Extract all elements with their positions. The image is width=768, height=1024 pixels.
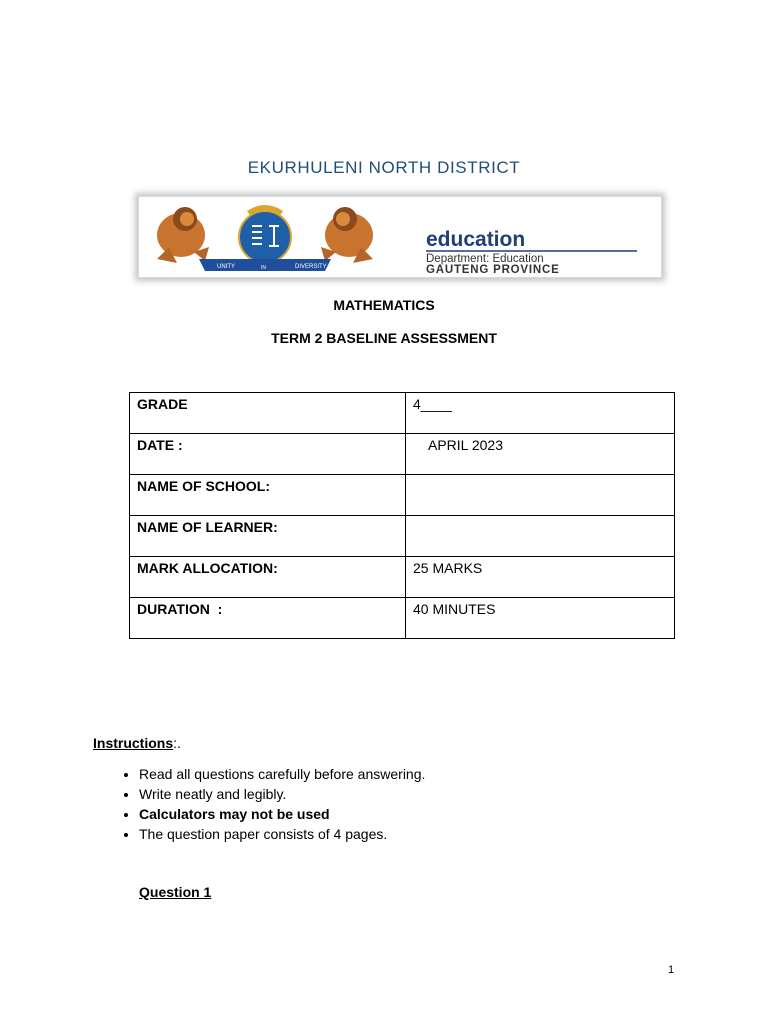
logo-brand-text: education	[426, 228, 526, 251]
logo-department-text: Department: Education	[426, 253, 544, 265]
left-lion-icon	[157, 207, 209, 263]
mark-allocation-value: 25 MARKS	[406, 557, 675, 598]
table-row	[130, 598, 675, 639]
table-row	[130, 475, 675, 516]
table-row	[130, 393, 675, 434]
right-lion-icon	[321, 207, 373, 263]
learner-name-value	[406, 516, 675, 557]
coat-of-arms-shield-icon	[239, 211, 291, 263]
school-name-label: NAME OF SCHOOL:	[130, 475, 406, 516]
school-name-value	[406, 475, 675, 516]
list-item: • The question paper consists of 4 pages.	[139, 824, 425, 844]
department-logo-banner	[138, 196, 662, 278]
list-item: • Read all questions carefully before answering.	[139, 764, 425, 784]
logo-province-text: GAUTENG PROVINCE	[426, 264, 560, 276]
assessment-title: TERM 2 BASELINE ASSESSMENT	[271, 330, 497, 346]
list-item: • Write neatly and legibly.	[139, 784, 425, 804]
motto-left: UNITY	[217, 264, 235, 270]
table-row	[130, 516, 675, 557]
table-row	[130, 434, 675, 475]
instructions-list	[93, 764, 425, 844]
motto-center: IN	[261, 265, 266, 271]
learner-name-label: NAME OF LEARNER:	[130, 516, 406, 557]
duration-label: DURATION :	[130, 598, 406, 639]
instructions-heading-suffix: :.	[173, 735, 181, 751]
date-label: DATE :	[130, 434, 406, 475]
date-value: APRIL 2023	[406, 434, 675, 475]
mark-allocation-label: MARK ALLOCATION:	[130, 557, 406, 598]
duration-value: 40 MINUTES	[406, 598, 675, 639]
district-title: EKURHULENI NORTH DISTRICT	[247, 158, 521, 177]
motto-right: DIVERSITY	[295, 264, 327, 270]
subject-title: MATHEMATICS	[333, 297, 435, 313]
learner-info-table	[129, 392, 675, 639]
instructions-heading	[93, 735, 181, 751]
grade-value: 4____	[406, 393, 675, 434]
question-1-heading: Question 1	[139, 884, 212, 900]
table-row	[130, 557, 675, 598]
list-item: • Calculators may not be used	[139, 804, 425, 824]
grade-label: GRADE	[130, 393, 406, 434]
instructions-heading-text: Instructions	[93, 735, 174, 751]
page-number: 1	[668, 964, 675, 976]
